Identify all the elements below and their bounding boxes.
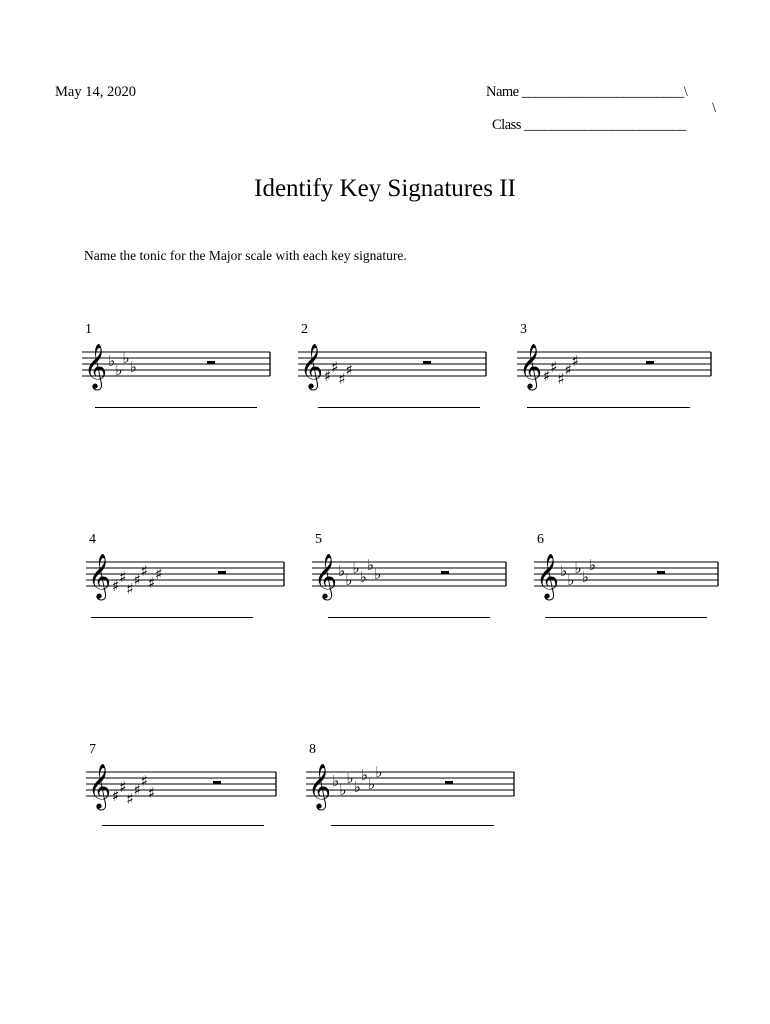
sharp-icon: ♯ xyxy=(148,574,156,592)
whole-rest-icon xyxy=(213,781,221,784)
exercise-number: 5 xyxy=(315,532,322,547)
whole-rest-icon xyxy=(646,361,654,364)
treble-clef-icon: 𝄞 xyxy=(308,764,332,809)
sharp-icon: ♯ xyxy=(338,370,346,388)
answer-line[interactable] xyxy=(95,407,257,408)
exercise-number: 2 xyxy=(301,322,308,337)
flat-icon: ♭ xyxy=(359,568,367,586)
sharp-icon: ♯ xyxy=(126,790,134,808)
flat-icon: ♭ xyxy=(375,763,383,781)
flat-icon: ♭ xyxy=(345,571,353,589)
sharp-icon: ♯ xyxy=(112,787,120,805)
answer-line[interactable] xyxy=(545,617,707,618)
exercise-7 xyxy=(86,742,282,828)
sharp-icon: ♯ xyxy=(112,577,120,595)
whole-rest-icon xyxy=(423,361,431,364)
flat-icon: ♭ xyxy=(115,361,123,379)
sharp-icon: ♯ xyxy=(133,571,141,589)
flat-icon: ♭ xyxy=(129,358,137,376)
exercise-1 xyxy=(82,322,278,408)
sharp-icon: ♯ xyxy=(155,565,163,583)
sharp-icon: ♯ xyxy=(140,772,149,790)
exercise-8 xyxy=(306,742,502,828)
sharp-icon: ♯ xyxy=(564,361,572,379)
staff xyxy=(298,328,488,388)
name-field-line[interactable]: Name ________________________\ xyxy=(486,84,688,100)
whole-rest-icon xyxy=(441,571,449,574)
whole-rest-icon xyxy=(207,361,215,364)
instructions: Name the tonic for the Major scale with each key signature. xyxy=(84,248,407,263)
flat-icon: ♭ xyxy=(368,775,376,793)
sharp-icon: ♯ xyxy=(119,568,127,586)
flat-icon: ♭ xyxy=(366,556,374,574)
whole-rest-icon xyxy=(218,571,226,574)
sharp-icon: ♯ xyxy=(543,367,551,385)
exercise-number: 4 xyxy=(89,532,96,547)
flat-icon: ♭ xyxy=(346,769,354,787)
answer-line[interactable] xyxy=(91,617,253,618)
staff xyxy=(517,328,713,388)
exercise-4 xyxy=(86,532,282,618)
flat-icon: ♭ xyxy=(339,781,347,799)
treble-clef-icon: 𝄞 xyxy=(88,554,112,599)
date: May 14, 2020 xyxy=(55,84,136,100)
answer-line[interactable] xyxy=(328,617,490,618)
flat-icon: ♭ xyxy=(332,772,340,790)
sharp-icon: ♯ xyxy=(126,580,134,598)
treble-clef-icon: 𝄞 xyxy=(300,344,324,389)
exercise-3 xyxy=(517,322,713,408)
sharp-icon: ♯ xyxy=(557,370,565,388)
staff xyxy=(312,538,508,598)
exercise-6 xyxy=(534,532,730,618)
exercise-2 xyxy=(298,322,494,408)
staff xyxy=(86,538,286,598)
name-field-continuation: \ xyxy=(712,100,717,116)
flat-icon: ♭ xyxy=(588,556,596,574)
sharp-icon: ♯ xyxy=(140,562,149,580)
flat-icon: ♭ xyxy=(122,349,130,367)
page-title: Identify Key Signatures II xyxy=(254,175,516,202)
treble-clef-icon: 𝄞 xyxy=(519,344,543,389)
staff xyxy=(534,538,720,598)
exercise-5 xyxy=(312,532,508,618)
exercise-number: 7 xyxy=(89,742,96,757)
answer-line[interactable] xyxy=(318,407,480,408)
flat-icon: ♭ xyxy=(574,559,582,577)
flat-icon: ♭ xyxy=(360,766,368,784)
flat-icon: ♭ xyxy=(567,571,575,589)
class-field-line[interactable]: Class ________________________ xyxy=(492,117,687,133)
treble-clef-icon: 𝄞 xyxy=(314,554,338,599)
answer-line[interactable] xyxy=(102,825,264,826)
treble-clef-icon: 𝄞 xyxy=(536,554,560,599)
exercise-number: 3 xyxy=(520,322,527,337)
sharp-icon: ♯ xyxy=(119,778,127,796)
sharp-icon: ♯ xyxy=(324,367,332,385)
sharp-icon: ♯ xyxy=(331,358,339,376)
sharp-icon: ♯ xyxy=(148,784,156,802)
treble-clef-icon: 𝄞 xyxy=(88,764,112,809)
flat-icon: ♭ xyxy=(352,559,360,577)
staff xyxy=(86,748,278,808)
sharp-icon: ♯ xyxy=(550,358,558,376)
whole-rest-icon xyxy=(445,781,453,784)
flat-icon: ♭ xyxy=(374,565,382,583)
sharp-icon: ♯ xyxy=(133,781,141,799)
sharp-icon: ♯ xyxy=(571,352,580,370)
flat-icon: ♭ xyxy=(560,562,568,580)
flat-icon: ♭ xyxy=(338,562,346,580)
answer-line[interactable] xyxy=(527,407,690,408)
flat-icon: ♭ xyxy=(108,352,116,370)
flat-icon: ♭ xyxy=(353,778,361,796)
answer-line[interactable] xyxy=(331,825,494,826)
exercise-number: 1 xyxy=(85,322,92,337)
exercise-number: 6 xyxy=(537,532,544,547)
staff xyxy=(306,748,516,808)
staff xyxy=(82,328,272,388)
whole-rest-icon xyxy=(657,571,665,574)
flat-icon: ♭ xyxy=(581,568,589,586)
sharp-icon: ♯ xyxy=(345,361,353,379)
treble-clef-icon: 𝄞 xyxy=(84,344,108,389)
exercise-number: 8 xyxy=(309,742,316,757)
